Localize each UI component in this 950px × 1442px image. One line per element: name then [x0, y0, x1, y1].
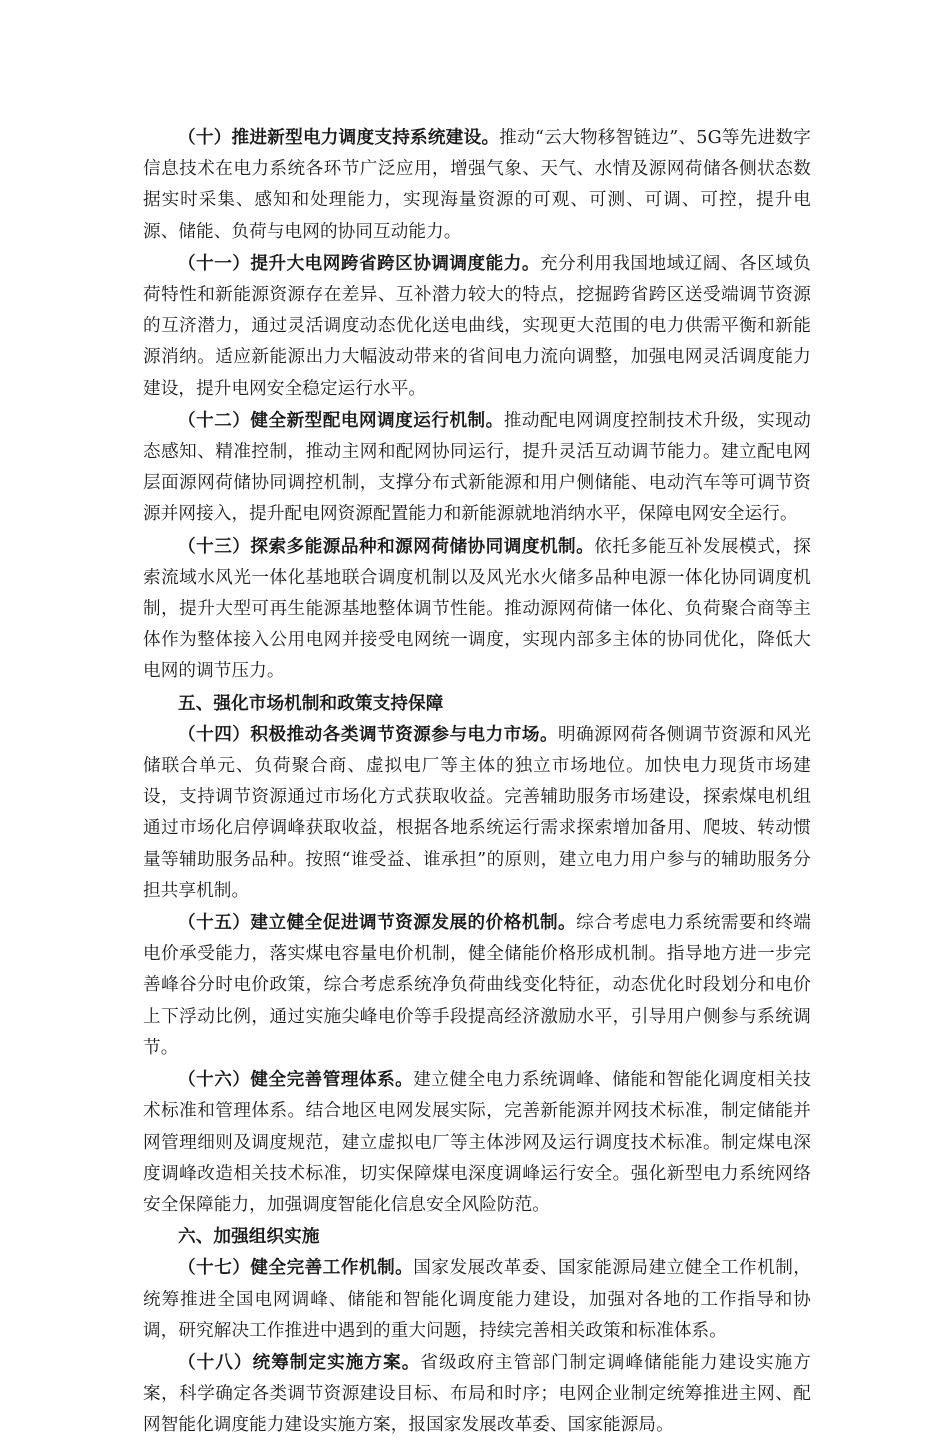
section-heading-6: 六、加强组织实施 [178, 1226, 320, 1248]
document-page [143, 122, 811, 1442]
item-title: （十四）积极推动各类调节资源参与电力市场。 [178, 723, 559, 745]
item-body: 国家发展改革委、国家能源局建立健全工作机制，统筹推进全国电网调峰、储能和智能化调度能力建设，加强对各地的工作指导和协调，研究解决工作推进中遇到的重大问题，持续完善相关政策和标准体系。 [143, 1258, 811, 1341]
paragraph-item-10 [143, 122, 811, 248]
item-body: 综合考虑电力系统需要和终端电价承受能力，落实煤电容量电价机制，健全储能价格形成机制。指导地方进一步完善峰谷分时电价政策，综合考虑系统净负荷曲线变化特征，动态优化时段划分和电价上下浮动比例，通过实施尖峰电价等手段提高经济激励水平，引导用户侧参与系统调节。 [143, 913, 811, 1058]
item-body: 明确源网荷各侧调节资源和风光储联合单元、负荷聚合商、虚拟电厂等主体的独立市场地位。加快电力现货市场建设，支持调节资源通过市场化方式获取收益。完善辅助服务市场建设，探索煤电机组通过市场化启停调峰获取收益，根据各地系统运行需求探索增加备用、爬坡、转动惯量等辅助服务品种。按照“谁受益、谁承担”的原则，建立电力用户参与的辅助服务分担共享机制。 [143, 724, 812, 901]
item-body: 建立健全电力系统调峰、储能和智能化调度相关技术标准和管理体系。结合地区电网发展实际，完善新能源并网技术标准，制定储能并网管理细则及调度规范，建立虚拟电厂等主体涉网及运行调度技术标准。制定煤电深度调峰改造相关技术标准，切实保障煤电深度调峰运行安全。强化新型电力系统网络安全保障能力，加强调度智能化信息安全风险防范。 [143, 1070, 811, 1215]
item-body: 推动“云大物移智链边”、5G等先进数字信息技术在电力系统各环节广泛应用，增强气象、天气、水情及源网荷储各侧状态数据实时采集、感知和处理能力，实现海量资源的可观、可测、可调、可控，提升电源、储能、负荷与电网的协同互动能力。 [143, 128, 811, 242]
paragraph-item-14 [143, 719, 811, 907]
item-body: 依托多能互补发展模式，探索流域水风光一体化基地联合调度机制以及风光水火储多品种电源一体化协同调度机制，提升大型可再生能源基地整体调节性能。推动源网荷储一体化、负荷聚合商等主体作为整体接入公用电网并接受电网统一调度，实现内部多主体的协同优化，降低大电网的调节压力。 [143, 536, 811, 682]
item-title: （十六）健全完善管理体系。 [178, 1069, 414, 1091]
paragraph-item-15 [143, 907, 811, 1064]
paragraph-item-18 [143, 1347, 811, 1442]
paragraph-item-12 [143, 405, 811, 531]
item-title: （十八）统筹制定实施方案。 [178, 1351, 421, 1373]
item-title: （十三）探索多能源品种和源网荷储协同调度机制。 [178, 535, 595, 557]
item-title: （十七）健全完善工作机制。 [178, 1257, 414, 1279]
paragraph-item-13 [143, 531, 811, 688]
item-body: 充分利用我国地域辽阔、各区域负荷特性和新能源资源存在差异、互补潜力较大的特点，挖掘跨省跨区送受端调节资源的互济潜力，通过灵活调度动态优化送电曲线，实现更大范围的电力供需平衡和新能源消纳。适应新能源出力大幅波动带来的省间电力流向调整，加强电网灵活调度能力建设，提升电网安全稳定运行水平。 [143, 253, 811, 399]
item-title: （十）推进新型电力调度支持系统建设。 [178, 127, 500, 148]
item-title: （十一）提升大电网跨省跨区协调调度能力。 [178, 252, 540, 274]
item-title: （十五）建立健全促进调节资源发展的价格机制。 [178, 912, 577, 934]
item-title: （十二）健全新型配电网调度运行机制。 [178, 409, 504, 431]
paragraph-item-17 [143, 1252, 811, 1347]
item-body: 省级政府主管部门制定调峰储能能力建设实施方案，科学确定各类调节资源建设目标、布局和时序；电网企业制定统筹推进主网、配网智能化调度能力建设实施方案，报国家发展改革委、国家能源局。 [143, 1352, 811, 1436]
item-body: 推动配电网调度控制技术升级，实现动态感知、精准控制，推动主网和配网协同运行，提升灵活互动调节能力。建立配电网层面源网荷储协同调控机制，支撑分布式新能源和用户侧储能、电动汽车等可调节资源并网接入，提升配电网资源配置能力和新能源就地消纳水平，保障电网安全运行。 [143, 410, 811, 525]
paragraph-item-11 [143, 248, 811, 405]
section-heading-5: 五、强化市场机制和政策支持保障 [178, 692, 444, 714]
paragraph-item-16 [143, 1064, 811, 1221]
